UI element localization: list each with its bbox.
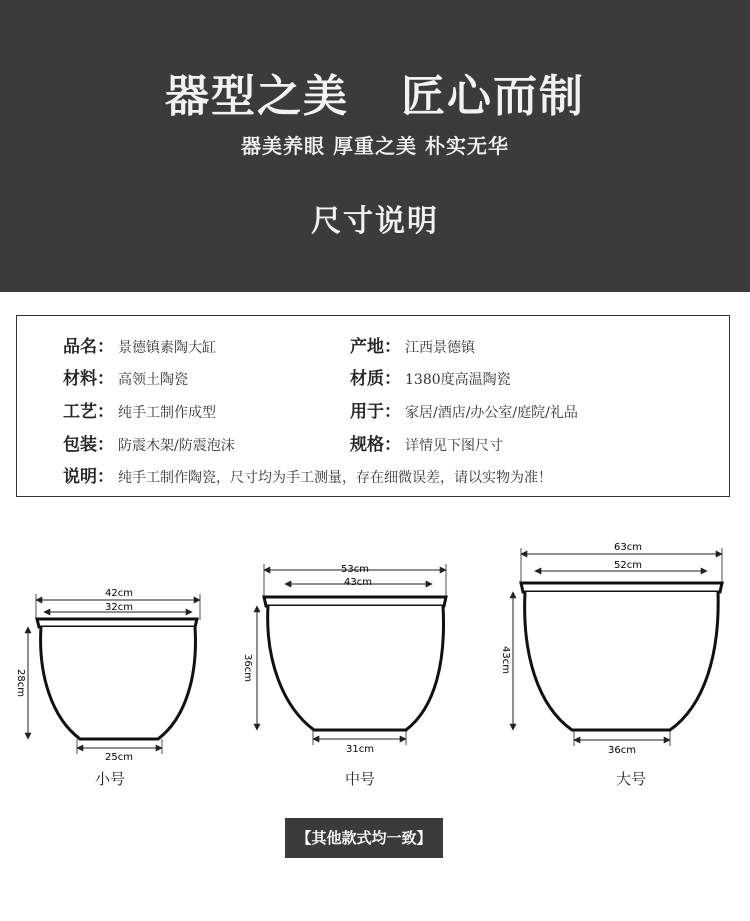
header-banner bbox=[0, 0, 750, 292]
spec-table bbox=[16, 315, 730, 497]
height-label: 36cm bbox=[242, 654, 253, 682]
base-diameter-label: 36cm bbox=[608, 745, 636, 756]
inner-diameter-label: 52cm bbox=[614, 560, 642, 571]
outer-diameter-label: 53cm bbox=[341, 564, 369, 575]
height-label: 28cm bbox=[15, 669, 26, 697]
spec-key: 工艺： bbox=[63, 402, 114, 422]
spec-key: 说明： bbox=[63, 467, 114, 487]
spec-row bbox=[63, 430, 503, 455]
spec-value: 纯手工制作陶瓷，尺寸均为手工测量，存在细微误差，请以实物为准！ bbox=[118, 470, 552, 486]
inner-diameter-label: 43cm bbox=[344, 577, 372, 588]
base-diameter-label: 31cm bbox=[346, 744, 374, 755]
spec-key: 包装： bbox=[63, 435, 114, 455]
vessel-large bbox=[500, 542, 722, 756]
spec-row bbox=[63, 462, 552, 486]
banner-title: 器型之美 匠心而制 bbox=[165, 71, 585, 122]
size-label-small: 小号 bbox=[94, 770, 125, 788]
spec-key: 规格： bbox=[350, 435, 401, 455]
spec-value: 1380度高温陶瓷 bbox=[405, 372, 511, 388]
spec-value: 江西景德镇 bbox=[405, 340, 475, 356]
size-label-medium: 中号 bbox=[344, 770, 375, 788]
spec-value: 景德镇素陶大缸 bbox=[118, 340, 216, 356]
spec-row bbox=[63, 332, 475, 357]
spec-value: 防震木架/防震泡沫 bbox=[118, 438, 235, 454]
inner-diameter-label: 32cm bbox=[105, 602, 133, 613]
spec-value: 家居/酒店/办公室/庭院/礼品 bbox=[405, 405, 578, 421]
spec-value: 详情见下图尺寸 bbox=[405, 438, 503, 454]
style-note-badge: 【其他款式均一致】 bbox=[285, 818, 443, 858]
spec-key: 品名： bbox=[63, 337, 114, 357]
spec-row bbox=[63, 397, 578, 422]
spec-key: 用于： bbox=[350, 402, 401, 422]
vessel-medium bbox=[242, 564, 446, 755]
spec-key: 材料： bbox=[63, 369, 114, 389]
height-label: 43cm bbox=[500, 646, 511, 674]
spec-value: 高领土陶瓷 bbox=[118, 372, 188, 388]
outer-diameter-label: 42cm bbox=[105, 588, 133, 599]
size-diagram bbox=[0, 520, 750, 800]
section-title: 尺寸说明 bbox=[311, 204, 439, 239]
base-diameter-label: 25cm bbox=[105, 752, 133, 763]
spec-key: 产地： bbox=[350, 337, 401, 357]
banner-subtitle: 器美养眼 厚重之美 朴实无华 bbox=[241, 134, 509, 158]
vessel-small bbox=[15, 588, 200, 763]
spec-value: 纯手工制作成型 bbox=[118, 405, 216, 421]
outer-diameter-label: 63cm bbox=[614, 542, 642, 553]
spec-key: 材质： bbox=[350, 369, 401, 389]
size-label-large: 大号 bbox=[615, 770, 646, 788]
spec-row bbox=[63, 364, 511, 389]
